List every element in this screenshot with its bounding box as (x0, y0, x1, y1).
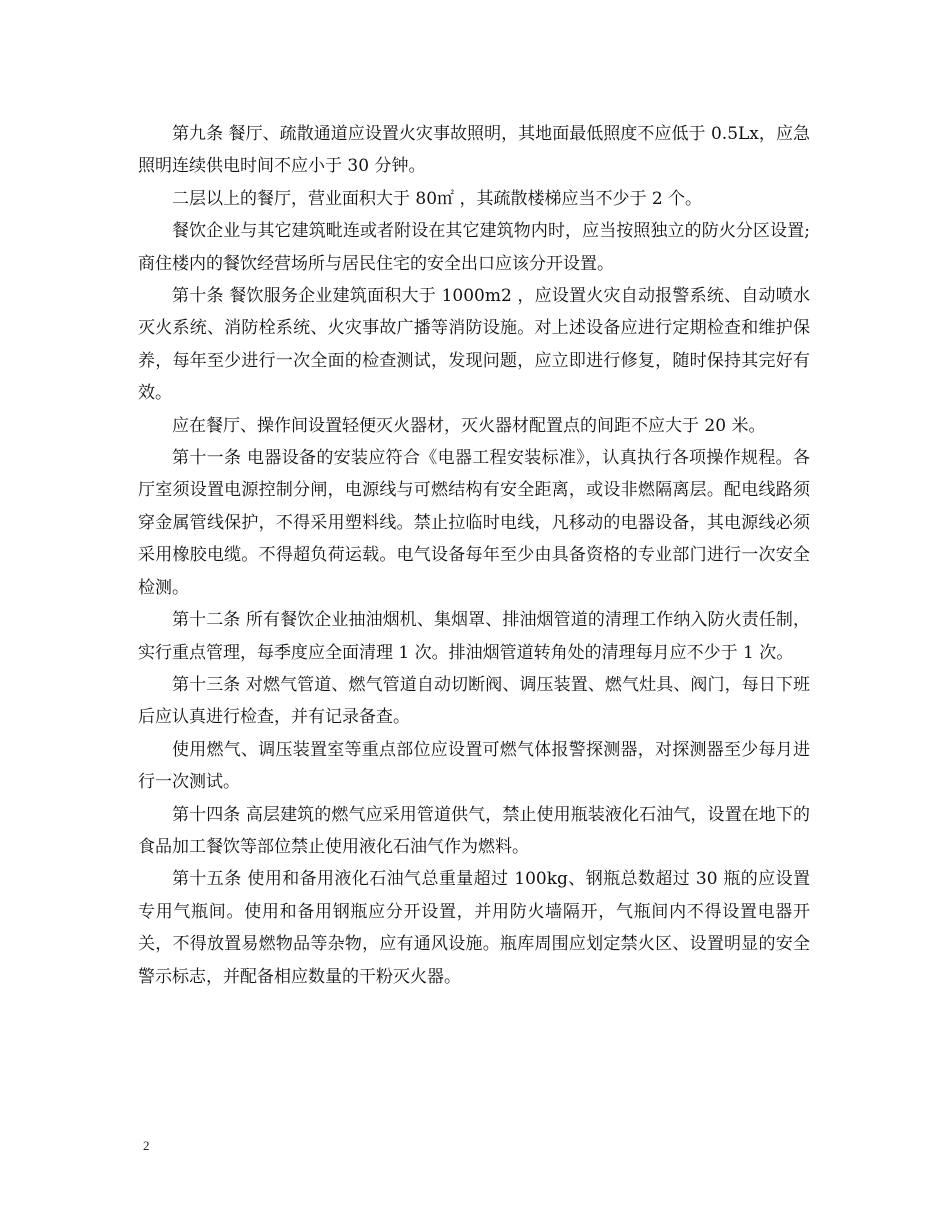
paragraph-article-11: 第十一条 电器设备的安装应符合《电器工程安装标准》，认真执行各项操作规程。各厅室须设置电源控制分闸，电源线与可燃结构有安全距离，或设非燃隔离层。配电线路须穿金属管线保护，不得采用塑料线。禁止拉临时电线，凡移动的电器设备，其电源线必须采用橡胶电缆。不得超负荷运载。电气设备每年至少由具备资格的专业部门进行一次安全检测。 (138, 448, 810, 598)
paragraph-article-13: 第十三条 对燃气管道、燃气管道自动切断阀、调压装置、燃气灶具、阀门，每日下班后应认真进行检查，并有记录备查。 (138, 674, 810, 728)
paragraph-article-12: 第十二条 所有餐饮企业抽油烟机、集烟罩、排油烟管道的清理工作纳入防火责任制，实行重点管理，每季度应全面清理 1 次。排油烟管道转角处的清理每月应不少于 1 次。 (138, 610, 810, 663)
paragraph-stairs: 二层以上的餐厅，营业面积大于 80㎡ ，其疏散楼梯应当不少于 2 个。 (172, 188, 703, 209)
paragraph-article-15: 第十五条 使用和备用液化石油气总重量超过 100kg、钢瓶总数超过 30 瓶的应设置专用气瓶间。使用和备用钢瓶应分开设置，并用防火墙隔开，气瓶间内不得设置电器开关，不得放置易燃物品等杂物，应有通风设施。瓶库周围应划定禁火区、设置明显的安全警示标志，并配备相应数量的干粉灭火器。 (138, 869, 810, 987)
page-number: 2 (143, 1138, 150, 1153)
paragraph-fire-zones: 餐饮企业与其它建筑毗连或者附设在其它建筑物内时，应当按照独立的防火分区设置;商住楼内的餐饮经营场所与居民住宅的安全出口应该分开设置。 (138, 221, 810, 274)
paragraph-article-14: 第十四条 高层建筑的燃气应采用管道供气，禁止使用瓶装液化石油气，设置在地下的食品加工餐饮等部位禁止使用液化石油气作为燃料。 (138, 804, 810, 857)
paragraph-article-9: 第九条 餐厅、疏散通道应设置火灾事故照明，其地面最低照度不应低于 0.5Lx，应急照明连续供电时间不应小于 30 分钟。 (138, 124, 810, 177)
document-body (138, 118, 810, 993)
paragraph-extinguishers: 应在餐厅、操作间设置轻便灭火器材，灭火器材配置点的间距不应大于 20 米。 (172, 415, 766, 436)
paragraph-article-10: 第十条 餐饮服务企业建筑面积大于 1000m2 ，应设置火灾自动报警系统、自动喷水灭火系统、消防栓系统、火灾事故广播等消防设施。对上述设备应进行定期检查和维护保养，每年至少进行一次全面的检查测试，发现问题，应立即进行修复，随时保持其完好有效。 (138, 286, 810, 404)
paragraph-gas-detectors: 使用燃气、调压装置室等重点部位应设置可燃气体报警探测器，对探测器至少每月进行一次测试。 (138, 739, 810, 793)
